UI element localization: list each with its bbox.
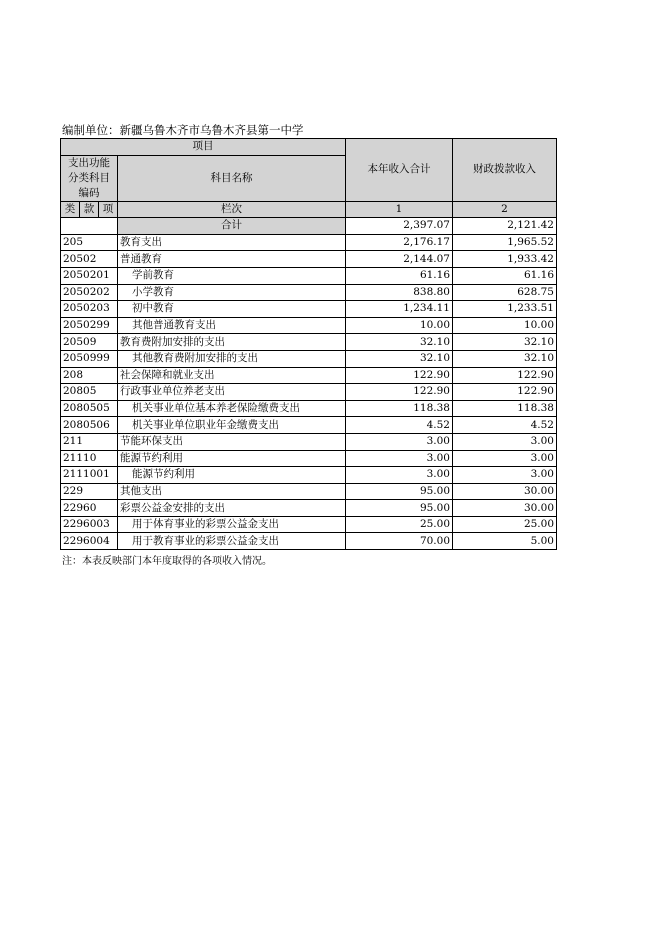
subject-code: 2050202 bbox=[61, 284, 118, 301]
table-row bbox=[61, 400, 557, 417]
table-row bbox=[61, 317, 557, 334]
fiscal-income-cell: 32.10 bbox=[453, 350, 557, 367]
table-row bbox=[61, 301, 557, 318]
total-row bbox=[61, 218, 557, 235]
subject-name: 普通教育 bbox=[118, 251, 346, 268]
fiscal-income-cell: 10.00 bbox=[453, 317, 557, 334]
table-row bbox=[61, 533, 557, 550]
subject-code: 20502 bbox=[61, 251, 118, 268]
column-number-label: 栏次 bbox=[118, 201, 346, 218]
table-row bbox=[61, 350, 557, 367]
table-row bbox=[61, 251, 557, 268]
subject-name: 节能环保支出 bbox=[118, 433, 346, 450]
table-row bbox=[61, 433, 557, 450]
income-table bbox=[60, 138, 557, 550]
total-income-cell: 838.80 bbox=[346, 284, 453, 301]
fiscal-income-cell: 25.00 bbox=[453, 516, 557, 533]
fiscal-income-cell: 5.00 bbox=[453, 533, 557, 550]
total-income-cell: 95.00 bbox=[346, 483, 453, 500]
total-fiscal-value: 2,121.42 bbox=[453, 218, 557, 235]
kuan-header: 款 bbox=[80, 201, 99, 218]
fiscal-income-header: 财政拨款收入 bbox=[453, 139, 557, 202]
total-income-cell: 70.00 bbox=[346, 533, 453, 550]
subject-code: 211 bbox=[61, 433, 118, 450]
subject-code: 22960 bbox=[61, 500, 118, 517]
total-income-cell: 1,234.11 bbox=[346, 301, 453, 318]
subject-name: 社会保障和就业支出 bbox=[118, 367, 346, 384]
fiscal-income-cell: 4.52 bbox=[453, 417, 557, 434]
fiscal-income-cell: 30.00 bbox=[453, 483, 557, 500]
subject-name: 机关事业单位基本养老保险缴费支出 bbox=[118, 400, 346, 417]
table-note: 注：本表反映部门本年度取得的各项收入情况。 bbox=[62, 556, 272, 567]
subject-code: 2080505 bbox=[61, 400, 118, 417]
fiscal-income-cell: 1,233.51 bbox=[453, 301, 557, 318]
total-income-cell: 10.00 bbox=[346, 317, 453, 334]
subject-name: 学前教育 bbox=[118, 267, 346, 284]
total-income-cell: 2,176.17 bbox=[346, 234, 453, 251]
header-row-1 bbox=[61, 139, 557, 156]
fiscal-income-cell: 3.00 bbox=[453, 433, 557, 450]
fiscal-income-cell: 122.90 bbox=[453, 367, 557, 384]
fiscal-income-cell: 118.38 bbox=[453, 400, 557, 417]
subject-code: 208 bbox=[61, 367, 118, 384]
subject-name: 其他普通教育支出 bbox=[118, 317, 346, 334]
fiscal-income-cell: 122.90 bbox=[453, 384, 557, 401]
subject-code: 205 bbox=[61, 234, 118, 251]
subject-name: 机关事业单位职业年金缴费支出 bbox=[118, 417, 346, 434]
function-code-header: 支出功能分类科目编码 bbox=[61, 155, 118, 201]
table-row bbox=[61, 450, 557, 467]
total-income-cell: 3.00 bbox=[346, 467, 453, 484]
fiscal-income-cell: 3.00 bbox=[453, 450, 557, 467]
total-income-cell: 95.00 bbox=[346, 500, 453, 517]
table-row bbox=[61, 500, 557, 517]
total-income-cell: 32.10 bbox=[346, 334, 453, 351]
subject-name: 彩票公益金安排的支出 bbox=[118, 500, 346, 517]
fiscal-income-cell: 32.10 bbox=[453, 334, 557, 351]
table-row bbox=[61, 417, 557, 434]
total-income-cell: 25.00 bbox=[346, 516, 453, 533]
total-income-cell: 3.00 bbox=[346, 433, 453, 450]
subject-name: 小学教育 bbox=[118, 284, 346, 301]
subject-name: 初中教育 bbox=[118, 301, 346, 318]
subject-code: 2296004 bbox=[61, 533, 118, 550]
table-row bbox=[61, 516, 557, 533]
total-income-cell: 122.90 bbox=[346, 367, 453, 384]
subject-name: 其他教育费附加安排的支出 bbox=[118, 350, 346, 367]
fiscal-income-cell: 30.00 bbox=[453, 500, 557, 517]
table-row bbox=[61, 367, 557, 384]
project-header: 项目 bbox=[61, 139, 346, 156]
subject-code: 2050203 bbox=[61, 301, 118, 318]
total-income-cell: 118.38 bbox=[346, 400, 453, 417]
total-income-cell: 4.52 bbox=[346, 417, 453, 434]
subject-name-header: 科目名称 bbox=[118, 155, 346, 201]
subject-name: 用于教育事业的彩票公益金支出 bbox=[118, 533, 346, 550]
subject-name: 教育费附加安排的支出 bbox=[118, 334, 346, 351]
fiscal-income-cell: 3.00 bbox=[453, 467, 557, 484]
table-row bbox=[61, 234, 557, 251]
subject-code: 21110 bbox=[61, 450, 118, 467]
table-row bbox=[61, 483, 557, 500]
subject-code: 2111001 bbox=[61, 467, 118, 484]
fiscal-income-cell: 628.75 bbox=[453, 284, 557, 301]
table-row bbox=[61, 267, 557, 284]
column-number-row bbox=[61, 201, 557, 218]
subject-code: 2296003 bbox=[61, 516, 118, 533]
subject-code: 20509 bbox=[61, 334, 118, 351]
table-row bbox=[61, 284, 557, 301]
subject-name: 行政事业单位养老支出 bbox=[118, 384, 346, 401]
total-income-value: 2,397.07 bbox=[346, 218, 453, 235]
total-income-header: 本年收入合计 bbox=[346, 139, 453, 202]
subject-name: 能源节约利用 bbox=[118, 467, 346, 484]
total-income-cell: 2,144.07 bbox=[346, 251, 453, 268]
subject-code: 20805 bbox=[61, 384, 118, 401]
total-income-cell: 3.00 bbox=[346, 450, 453, 467]
table-row bbox=[61, 467, 557, 484]
subject-name: 用于体育事业的彩票公益金支出 bbox=[118, 516, 346, 533]
xiang-header: 项 bbox=[99, 201, 118, 218]
subject-name: 其他支出 bbox=[118, 483, 346, 500]
subject-code: 2050999 bbox=[61, 350, 118, 367]
subject-code: 229 bbox=[61, 483, 118, 500]
subject-code: 2080506 bbox=[61, 417, 118, 434]
column-1-number: 1 bbox=[346, 201, 453, 218]
subject-code: 2050299 bbox=[61, 317, 118, 334]
total-income-cell: 122.90 bbox=[346, 384, 453, 401]
lei-header: 类 bbox=[61, 201, 80, 218]
subject-code: 2050201 bbox=[61, 267, 118, 284]
table-row bbox=[61, 384, 557, 401]
total-income-cell: 61.16 bbox=[346, 267, 453, 284]
reporting-unit: 编制单位：新疆乌鲁木齐市乌鲁木齐县第一中学 bbox=[62, 123, 304, 137]
fiscal-income-cell: 61.16 bbox=[453, 267, 557, 284]
total-label: 合计 bbox=[118, 218, 346, 235]
table-row bbox=[61, 334, 557, 351]
total-income-cell: 32.10 bbox=[346, 350, 453, 367]
subject-name: 能源节约利用 bbox=[118, 450, 346, 467]
fiscal-income-cell: 1,965.52 bbox=[453, 234, 557, 251]
column-2-number: 2 bbox=[453, 201, 557, 218]
fiscal-income-cell: 1,933.42 bbox=[453, 251, 557, 268]
subject-name: 教育支出 bbox=[118, 234, 346, 251]
